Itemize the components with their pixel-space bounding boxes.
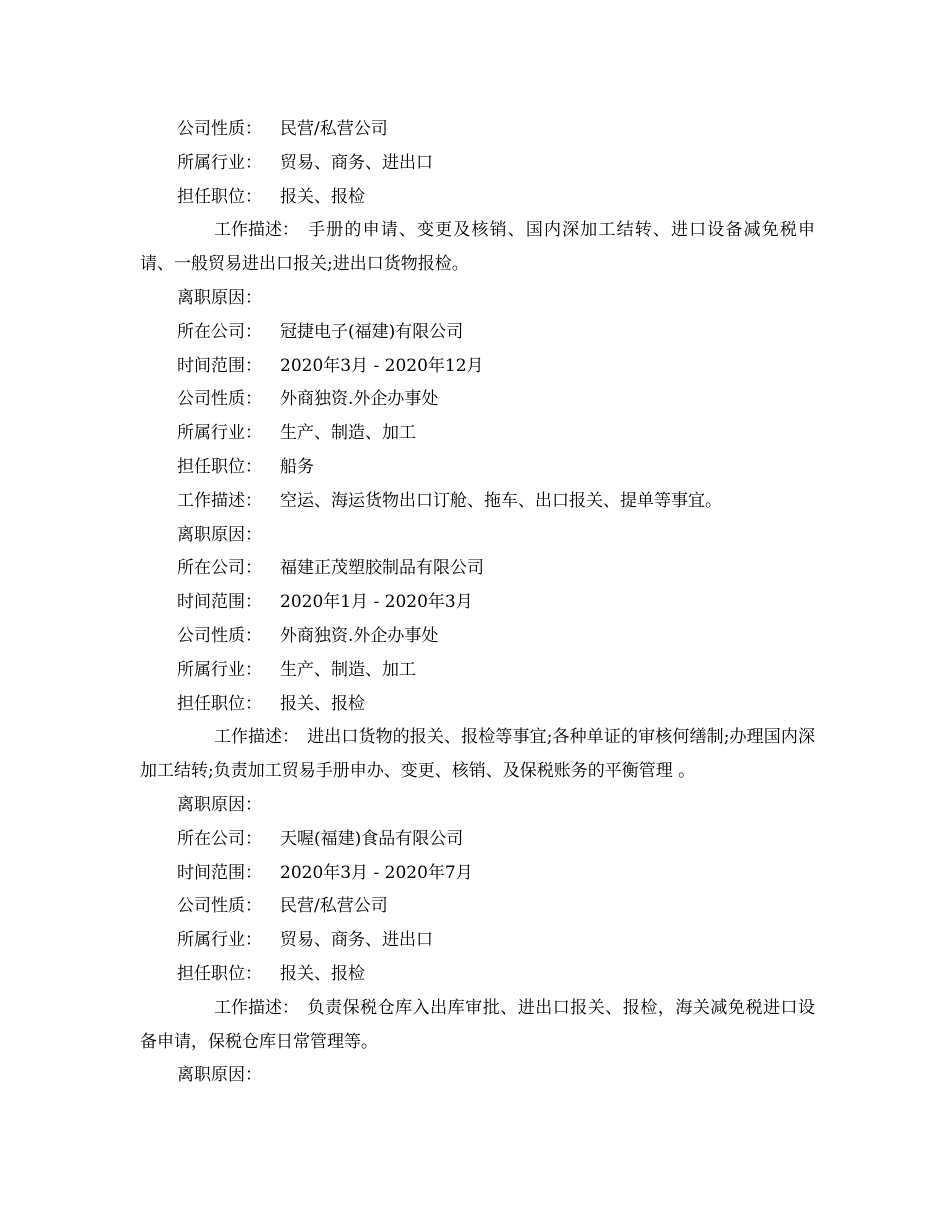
field-label: 所在公司： <box>177 828 262 849</box>
field-label: 时间范围： <box>177 862 262 883</box>
field-time-range <box>140 857 815 891</box>
field-value: 外商独资.外企办事处 <box>280 625 439 646</box>
field-value: 手册的申请、变更及核销、国内深加工结转、进口设备减免税申请、一般贸易进出口报关;进出口货物报检。 <box>140 220 815 275</box>
field-leave-reason <box>140 1059 815 1093</box>
field-label: 公司性质： <box>177 119 262 139</box>
field-label: 公司性质： <box>177 896 262 917</box>
field-value: 福建正茂塑胶制品有限公司 <box>280 558 484 579</box>
field-label: 公司性质： <box>177 625 262 646</box>
field-value: 报关、报检 <box>280 693 365 714</box>
field-label: 担任职位： <box>177 693 262 714</box>
field-label: 时间范围： <box>177 355 262 376</box>
work-entry <box>140 552 815 822</box>
field-company-type <box>140 620 815 654</box>
field-value: 进出口货物的报关、报检等事宜;各种单证的审核何缮制;办理国内深加工结转;负责加工贸易手册申办、变更、核销、及保税账务的平衡管理 。 <box>140 727 815 782</box>
field-label: 担任职位： <box>177 456 262 477</box>
work-entry <box>140 113 815 316</box>
field-job-description <box>140 214 815 282</box>
field-label: 工作描述： <box>214 727 299 748</box>
field-industry <box>140 147 815 181</box>
field-value: 贸易、商务、进出口 <box>280 152 433 173</box>
field-label: 离职原因： <box>177 794 262 815</box>
field-label: 所属行业： <box>177 423 262 444</box>
field-label: 所在公司： <box>177 321 262 342</box>
field-label: 离职原因： <box>177 1065 262 1086</box>
field-job-description <box>140 992 815 1060</box>
field-label: 所属行业： <box>177 930 262 951</box>
field-value: 生产、制造、加工 <box>280 423 416 444</box>
field-job-description <box>140 485 815 519</box>
field-value: 2020年1月 - 2020年3月 <box>280 592 473 613</box>
field-company-type <box>140 383 815 417</box>
field-value: 报关、报检 <box>280 963 365 984</box>
field-leave-reason <box>140 282 815 316</box>
field-time-range <box>140 586 815 620</box>
field-leave-reason <box>140 519 815 553</box>
field-value: 冠捷电子(福建)有限公司 <box>280 321 464 342</box>
work-entry <box>140 823 815 1093</box>
field-label: 工作描述： <box>177 490 262 511</box>
field-value: 2020年3月 - 2020年12月 <box>280 355 484 376</box>
field-value: 负责保税仓库入出库审批、进出口报关、报检，海关减免税进口设备申请，保税仓库日常管理等。 <box>140 997 815 1052</box>
field-value: 民营/私营公司 <box>280 119 388 139</box>
work-history-section <box>140 113 815 1093</box>
field-label: 担任职位： <box>177 186 262 207</box>
field-value: 贸易、商务、进出口 <box>280 930 433 951</box>
field-position <box>140 688 815 722</box>
field-value: 空运、海运货物出口订舱、拖车、出口报关、提单等事宜。 <box>280 490 722 511</box>
field-value: 外商独资.外企办事处 <box>280 389 439 410</box>
field-value: 船务 <box>280 456 314 477</box>
field-value: 民营/私营公司 <box>280 896 388 917</box>
field-label: 时间范围： <box>177 592 262 613</box>
field-value: 报关、报检 <box>280 186 365 207</box>
field-label: 担任职位： <box>177 963 262 984</box>
field-company-type <box>140 113 815 147</box>
work-entry <box>140 316 815 553</box>
field-position <box>140 181 815 215</box>
field-label: 工作描述： <box>214 997 299 1018</box>
field-company-type <box>140 890 815 924</box>
field-company <box>140 823 815 857</box>
field-value: 2020年3月 - 2020年7月 <box>280 862 473 883</box>
field-leave-reason <box>140 789 815 823</box>
field-company <box>140 316 815 350</box>
field-company <box>140 552 815 586</box>
field-position <box>140 451 815 485</box>
field-industry <box>140 654 815 688</box>
field-label: 所在公司： <box>177 558 262 579</box>
field-job-description <box>140 721 815 789</box>
field-value: 天喔(福建)食品有限公司 <box>280 828 464 849</box>
field-label: 工作描述： <box>214 220 299 241</box>
field-label: 离职原因： <box>177 287 262 308</box>
field-label: 所属行业： <box>177 659 262 680</box>
field-label: 所属行业： <box>177 152 262 173</box>
field-label: 公司性质： <box>177 389 262 410</box>
field-label: 离职原因： <box>177 524 262 545</box>
field-time-range <box>140 350 815 384</box>
field-value: 生产、制造、加工 <box>280 659 416 680</box>
field-industry <box>140 924 815 958</box>
field-position <box>140 958 815 992</box>
field-industry <box>140 417 815 451</box>
